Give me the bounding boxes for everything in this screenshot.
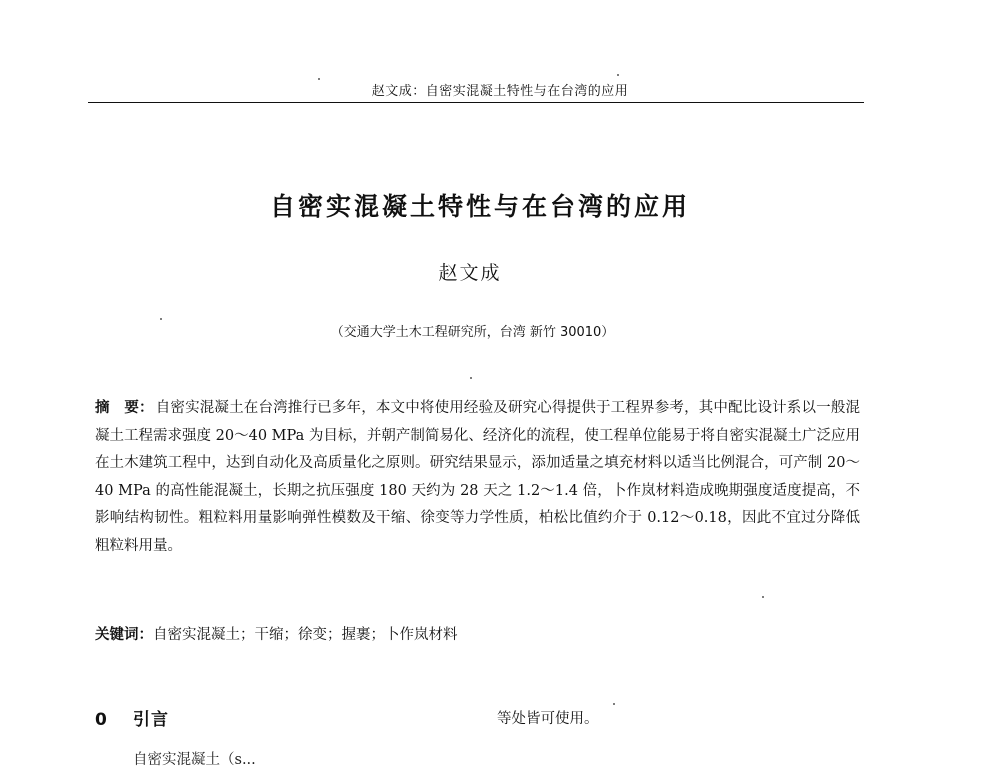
paper-title: 自密实混凝土特性与在台湾的应用 <box>269 192 690 221</box>
scan-speck <box>160 318 162 320</box>
author-name: 赵文成 <box>438 262 502 284</box>
running-head: 赵文成：自密实混凝土特性与在台湾的应用 <box>371 84 629 99</box>
scan-speck <box>318 78 320 80</box>
header-rule <box>88 102 864 103</box>
abstract-label: 摘 要： <box>95 400 154 416</box>
keywords-list: 自密实混凝土；干缩；徐变；握裹；卜作岚材料 <box>153 627 458 643</box>
right-column-text: 等处皆可使用。 <box>497 711 599 727</box>
author-affiliation: （交通大学土木工程研究所，台湾 新竹 30010） <box>330 325 615 340</box>
scan-speck <box>617 74 619 76</box>
keywords <box>95 623 860 644</box>
section-number: 0 <box>95 710 108 730</box>
abstract-text: 自密实混凝土在台湾推行已多年，本文中将使用经验及研究心得提供于工程界参考，其中配比设计系以一般混凝土工程需求强度 20～40 MPa 为目标，并朝产制简易化、经济化的流程，使工程单位能易于将自密实混凝土广泛应用在土木建筑工程中，达到自动化及高质量化之原则。研究结果显示，添加适量之填充材料以适当比例混合，可产制 20～40 MPa 的高性能混凝土，长期之抗压强度 180 天约为 28 天之 1.2～1.4 倍，卜作岚材料造成晚期强度适度提高，不影响结构韧性。粗粒料用量影响弹性模数及干缩、徐变等力学性质，柏松比值约介于 0.12～0.18，因此不宜过分降低粗粒料用量。 <box>95 400 861 554</box>
scan-speck <box>762 596 764 598</box>
abstract <box>95 395 860 560</box>
cut-off-paragraph-start: 自密实混凝土（s... <box>133 752 256 768</box>
section-title: 引言 <box>133 710 169 730</box>
keywords-label: 关键词： <box>95 627 153 643</box>
scan-speck <box>613 703 615 705</box>
section-heading-introduction <box>95 705 169 730</box>
scan-speck <box>470 377 472 379</box>
